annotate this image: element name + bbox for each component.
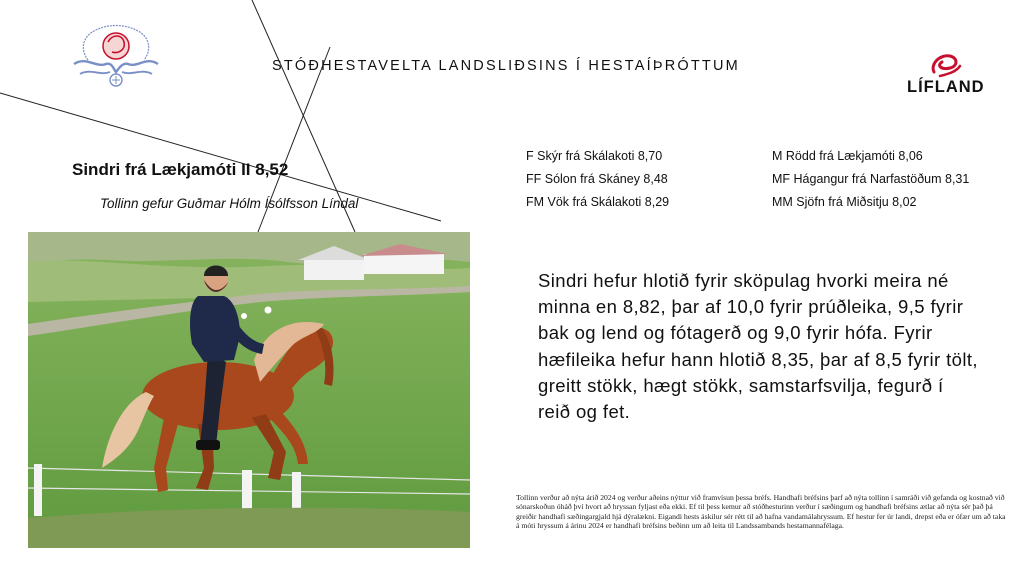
pedigree-dam: M Rödd frá Lækjamóti 8,06	[772, 149, 923, 163]
pedigree-sire-sire: FF Sólon frá Skáney 8,48	[526, 172, 668, 186]
legal-terms: Tollinn verður að nýta árið 2024 og verður aðeins nýttur við framvísun þessa bréfs. Handhafi bréfsins þarf að nýta tollinn í samráði við gefanda og kostnað við sónarskoðun óháð því hvort að hryssan fyljast eða ekki. Ef til þess kemur að stóðhesturinn verður í sæðingum og handhafi bréfsins ætlar að nýta sér það þá greiðir handhafi sæðingargjald hjá dýralækni. Eigandi hests áskilur sér rétt til að hafna vandamálahryssum. Ef hestur fer úr landi, drepst eða er ófær um að taka á móti hryssum á árinu 2024 er handhafi bréfsins beðinn um að leita til Landssambands hestamannafélaga.	[516, 493, 1006, 531]
pedigree-sire-dam: FM Vök frá Skálakoti 8,29	[526, 195, 670, 209]
stallion-name: Sindri frá Lækjamóti II 8,52	[72, 160, 289, 179]
page-title: STÓÐHESTAVELTA LANDSLIÐSINS Í HESTAÍÞRÓTTUM	[272, 58, 740, 74]
lifland-logo-mark	[928, 50, 964, 78]
pedigree-dam-dam: MM Sjöfn frá Miðsitju 8,02	[772, 195, 917, 209]
pedigree-sire: F Skýr frá Skálakoti 8,70	[526, 149, 663, 163]
stallion-description: Sindri hefur hlotið fyrir sköpulag hvorki meira né minna en 8,82, þar af 10,0 fyrir prúðleika, 9,5 fyrir bak og lend og fótagerð og 9,0 fyrir hófa. Fyrir hæfileika hefur hann hlotið 8,35, þar af 8,5 fyrir tölt, greitt stökk, hægt stökk, samstarfsvilja, fegurð í reið og fet.	[538, 270, 978, 423]
lh-logo	[66, 20, 166, 100]
lifland-logo-text: LÍFLAND	[907, 78, 985, 96]
pedigree-dam-sire: MF Hágangur frá Narfastöðum 8,31	[772, 172, 970, 186]
horse-photo	[28, 232, 470, 548]
donor-line: Tollinn gefur Guðmar Hólm Ísólfsson Líndal	[100, 196, 359, 211]
